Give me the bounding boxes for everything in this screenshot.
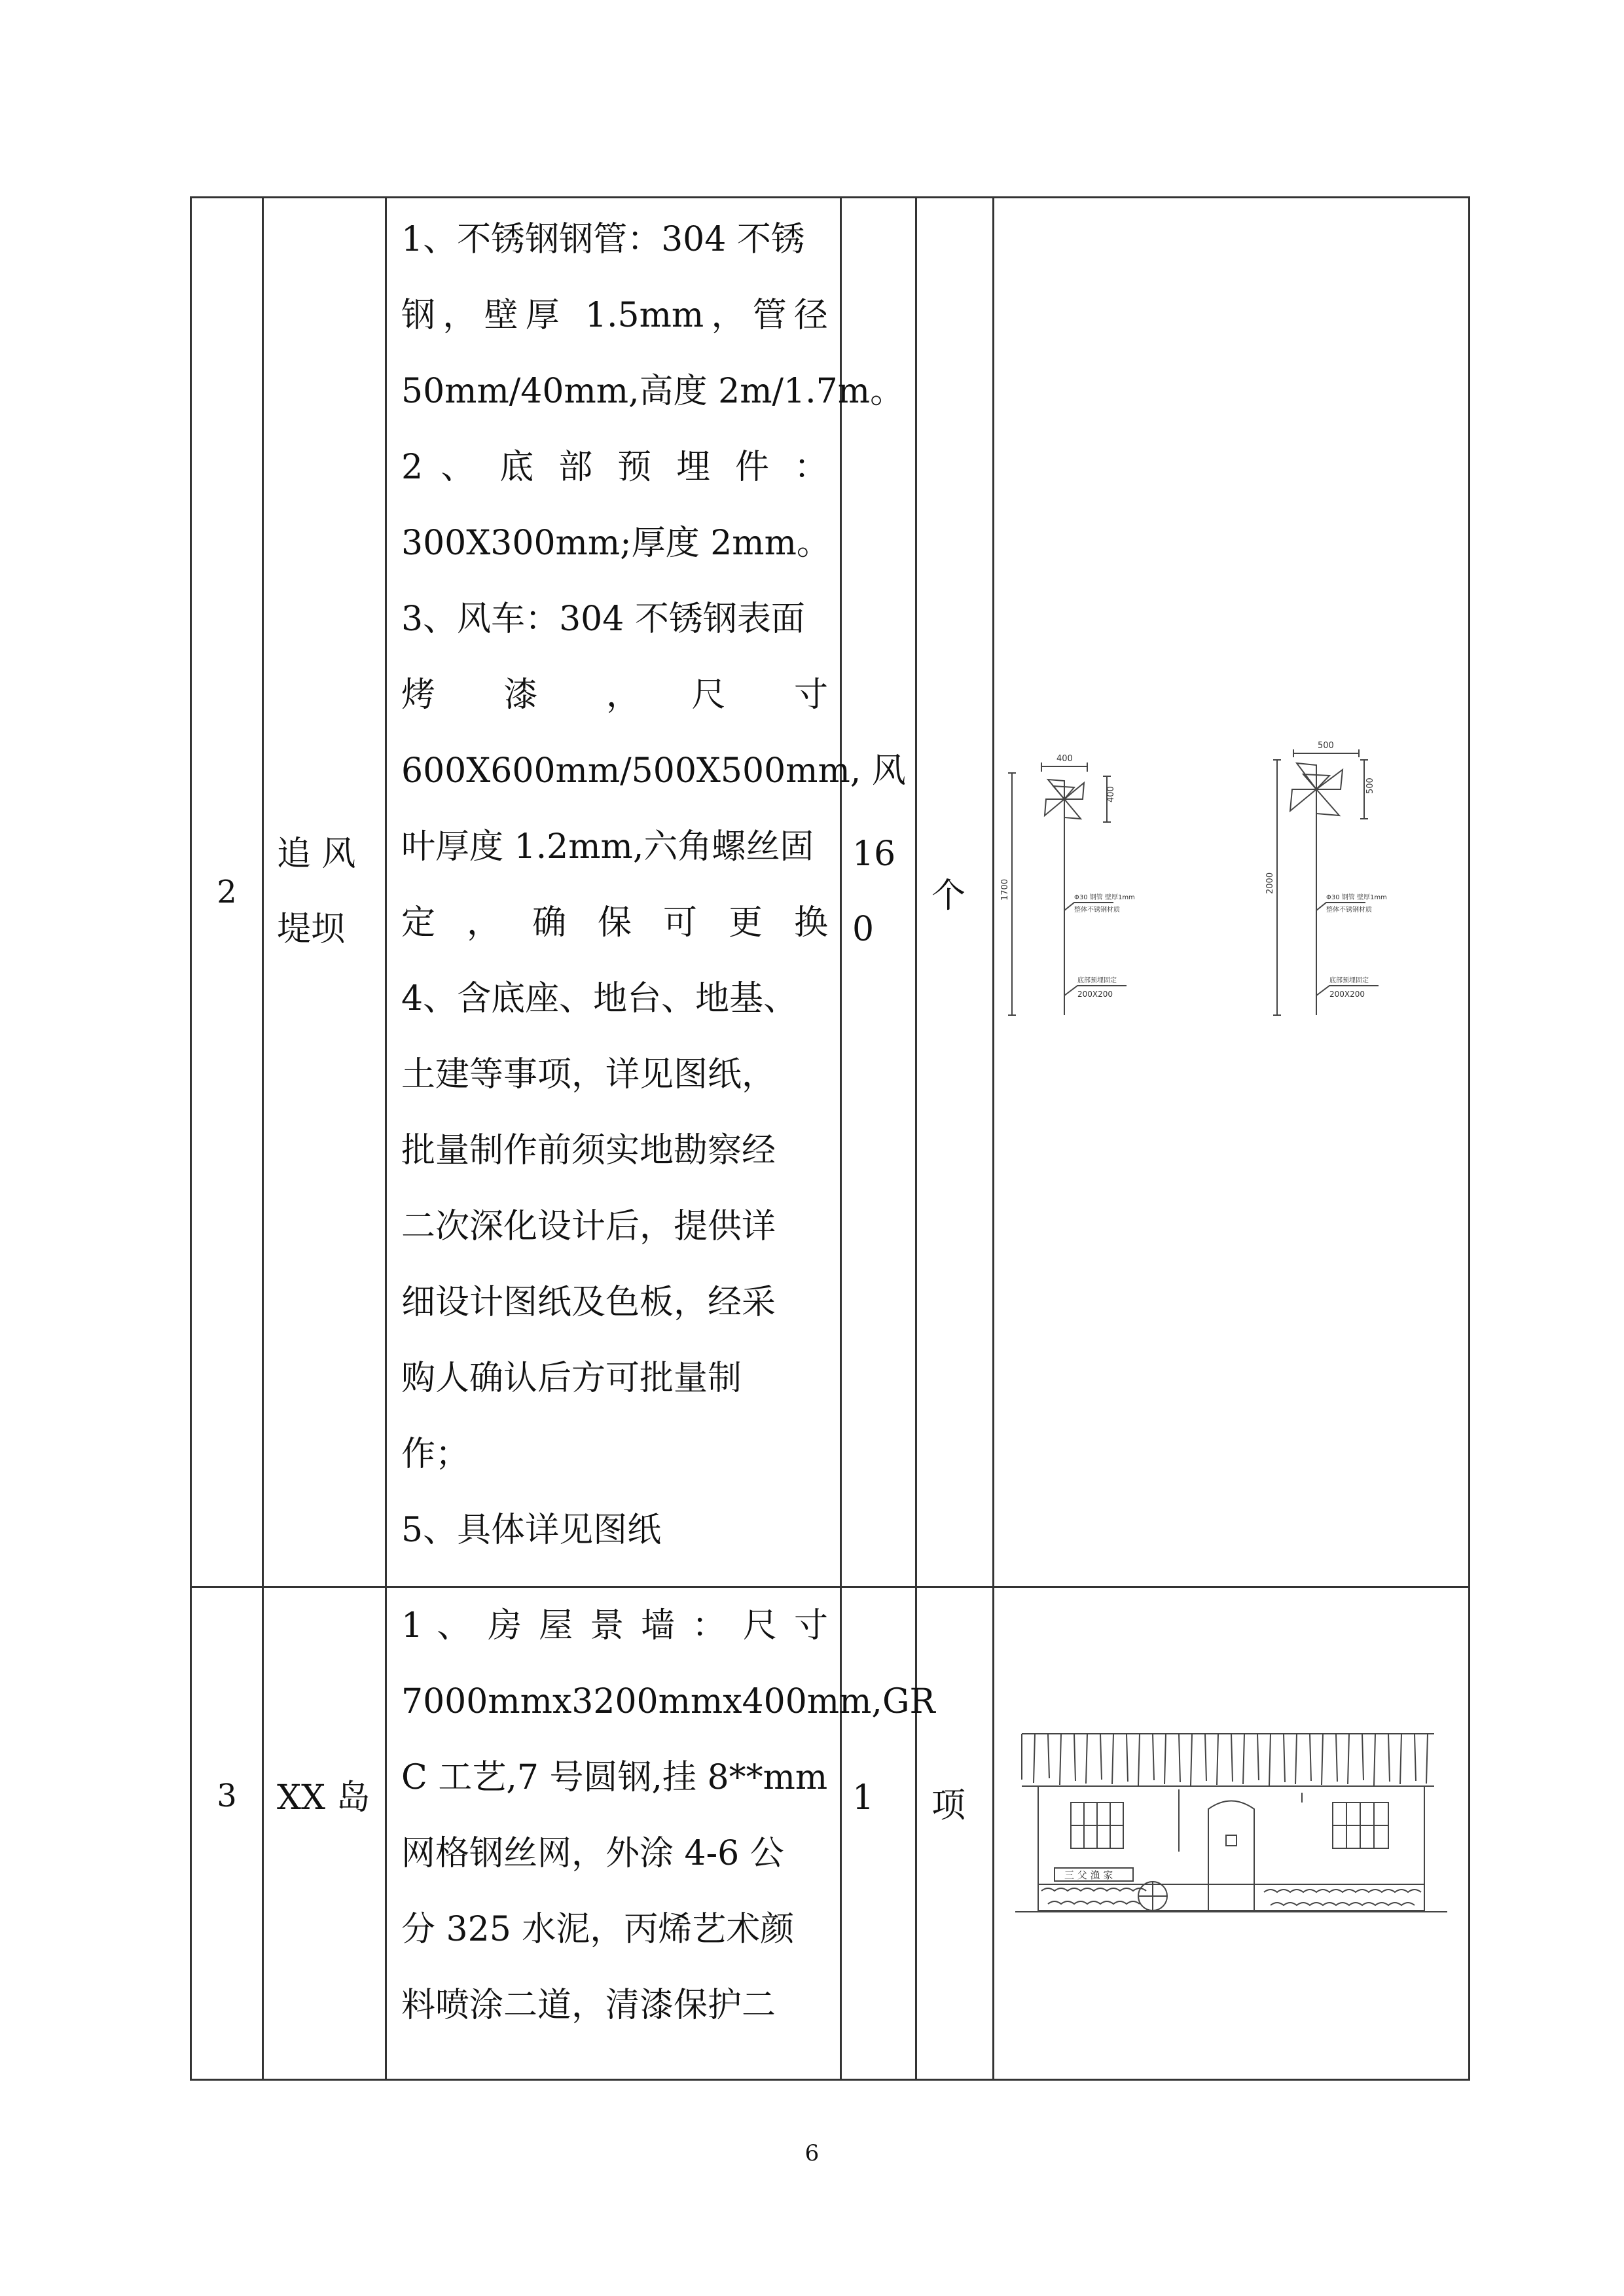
house-wall-drawing xyxy=(1009,1721,1454,1943)
dim-top-right: 500 xyxy=(1318,741,1334,751)
desc-line: 网格钢丝网，外涂 4-6 公 xyxy=(401,1834,784,1873)
item-name-line: 堤坝 xyxy=(277,910,346,949)
desc-line: 烤 漆 ， 尺 寸 xyxy=(401,675,828,715)
base-note-right: 底部预埋固定 xyxy=(1329,977,1369,984)
desc-line: 作； xyxy=(401,1435,470,1474)
page-number: 6 xyxy=(804,2140,820,2166)
base-note-left: 底部预埋固定 xyxy=(1077,977,1117,984)
desc-line: 土建等事项，详见图纸， xyxy=(401,1055,776,1094)
door xyxy=(1208,1801,1254,1911)
sign-text: 三 父 渔 家 xyxy=(1064,1869,1113,1881)
desc-line: 定 ， 确 保 可 更 换 xyxy=(401,903,828,942)
finish-note-left: 整体不锈钢材质 xyxy=(1074,906,1120,914)
desc-line: 300X300mm;厚度 2mm。 xyxy=(401,524,831,563)
pipe-note-left: Φ30 钢管 壁厚1mm xyxy=(1074,894,1135,901)
desc-line: 二次深化设计后，提供详 xyxy=(401,1207,776,1246)
finish-note-right: 整体不锈钢材质 xyxy=(1326,906,1372,914)
row-number: 3 xyxy=(191,1587,263,2080)
desc-line: 1 、 房 屋 景 墙 ： 尺 寸 xyxy=(401,1606,828,1645)
table-row xyxy=(191,198,1470,1587)
item-quantity: 1 xyxy=(841,1587,916,2080)
dim-side-right: 500 xyxy=(1365,778,1375,794)
pipe-note-right: Φ30 钢管 壁厚1mm xyxy=(1326,894,1387,901)
dim-side-left: 400 xyxy=(1106,786,1116,802)
pinwheel-drawing xyxy=(1002,721,1460,1061)
item-name-line: 追 风 xyxy=(277,834,356,874)
house-wall-drawing-cell xyxy=(994,1587,1470,2080)
desc-line: 购人确认后方可批量制 xyxy=(401,1359,742,1398)
desc-line: 2 、 底 部 预 埋 件 ： xyxy=(401,448,828,487)
dim-height-left: 1700 xyxy=(1000,878,1010,901)
desc-line: 细设计图纸及色板，经采 xyxy=(401,1283,776,1322)
pinwheel-right xyxy=(1273,749,1379,1015)
base-size-right: 200X200 xyxy=(1329,990,1365,999)
item-quantity: 160 xyxy=(841,198,916,1587)
item-description xyxy=(386,1587,935,2080)
desc-line: 3、风车：304 不锈钢表面 xyxy=(401,600,805,639)
dim-top-left: 400 xyxy=(1056,754,1073,764)
desc-line: 4、含底座、地台、地基、 xyxy=(401,979,798,1018)
desc-line: 批量制作前须实地勘察经 xyxy=(401,1131,776,1170)
thatched-roof xyxy=(1022,1734,1434,1786)
row-number: 2 xyxy=(191,198,263,1587)
pinwheel-drawing-cell xyxy=(994,198,1470,1587)
item-name xyxy=(263,198,386,1587)
desc-line: 分 325 水泥，丙烯艺术颜 xyxy=(401,1910,795,1949)
desc-line: 5、具体详见图纸 xyxy=(401,1511,662,1550)
item-unit: 项 xyxy=(916,1587,994,2080)
base-size-left: 200X200 xyxy=(1077,990,1113,999)
desc-line: 1、不锈钢钢管：304 不锈 xyxy=(401,220,805,259)
desc-line: 料喷涂二道，清漆保护二 xyxy=(401,1986,776,2025)
dim-height-right: 2000 xyxy=(1265,872,1275,894)
desc-line: 钢，壁厚 1.5mm，管径 xyxy=(401,296,828,335)
desc-line: 50mm/40mm,高度 2m/1.7m。 xyxy=(401,372,905,411)
item-unit: 个 xyxy=(916,198,994,1587)
table-row xyxy=(191,1587,1470,2080)
desc-line: C 工艺,7 号圆钢,挂 8**mm xyxy=(401,1758,828,1797)
item-name: XX 岛 xyxy=(263,1587,386,2080)
desc-line: 7000mmx3200mmx400mm,GR xyxy=(401,1682,935,1721)
spec-table xyxy=(190,196,1470,2081)
desc-line: 叶厚度 1.2mm,六角螺丝固 xyxy=(401,827,814,867)
desc-line: 600X600mm/500X500mm, 风 xyxy=(401,751,906,791)
